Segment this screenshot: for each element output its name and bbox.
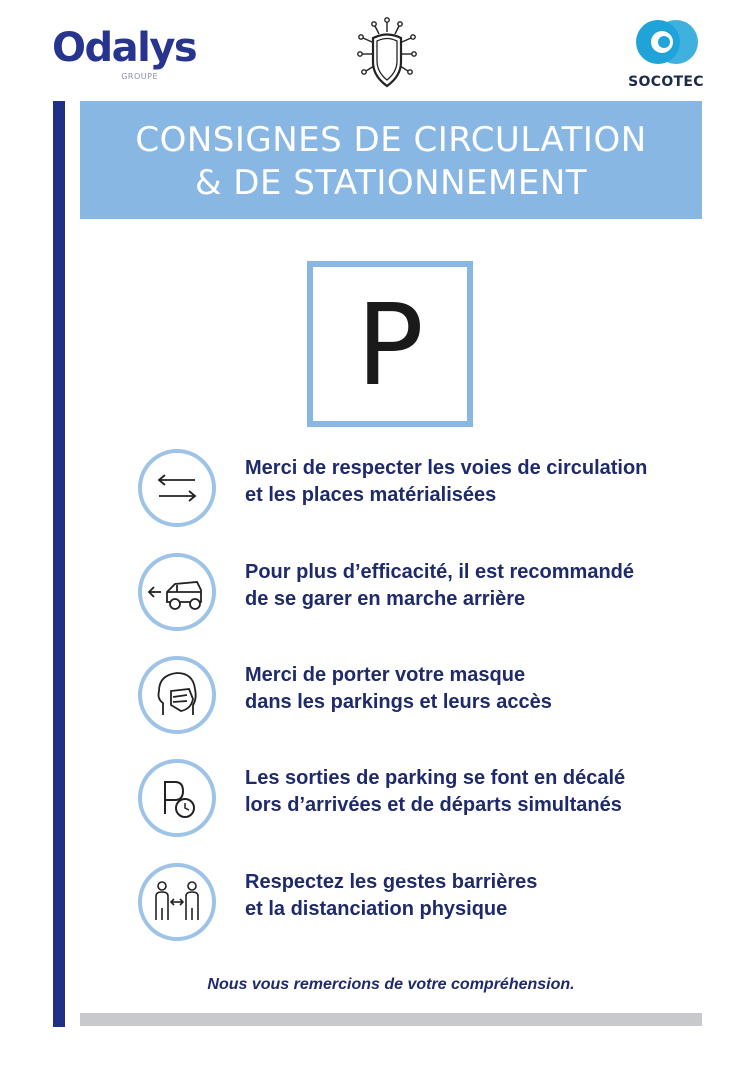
instruction-line: Respectez les gestes barrières (245, 871, 538, 893)
instruction-text (245, 559, 715, 613)
instruction-row (137, 758, 717, 842)
instruction-line: Pour plus d’efficacité, il est recommandé (245, 561, 635, 583)
socotec-logo (620, 14, 712, 96)
instruction-text (245, 455, 715, 509)
instruction-line: et les places matérialisées (245, 484, 497, 506)
social-distancing-icon (137, 862, 217, 942)
parking-clock-icon (137, 758, 217, 838)
instruction-line: de se garer en marche arrière (245, 588, 526, 610)
instruction-text (245, 662, 715, 716)
instruction-line: et la distanciation physique (245, 898, 508, 920)
socotec-wordmark: SOCOTEC (628, 74, 704, 90)
instruction-row (137, 655, 717, 739)
instruction-row (137, 448, 717, 532)
odalys-logo (52, 25, 202, 84)
instruction-line: dans les parkings et leurs accès (245, 691, 552, 713)
odalys-groupe-label: GROUPE (121, 72, 158, 81)
face-mask-icon (137, 655, 217, 735)
page-title-line2: & DE STATIONNEMENT (194, 163, 588, 203)
left-accent-bar (53, 101, 65, 1027)
instruction-line: Les sorties de parking se font en décalé (245, 767, 626, 789)
instruction-line: lors d’arrivées et de départs simultanés (245, 794, 622, 816)
reverse-parking-car-icon (137, 552, 217, 632)
parking-letter: P (356, 281, 424, 411)
title-banner (80, 101, 702, 219)
socotec-emblem-icon (620, 14, 712, 74)
instruction-row (137, 552, 717, 636)
page-title-line1: CONSIGNES DE CIRCULATION (135, 120, 647, 160)
instruction-text (245, 765, 715, 819)
instruction-line: Merci de respecter les voies de circulation (245, 457, 648, 479)
bottom-divider-bar (80, 1013, 702, 1026)
instruction-text (245, 869, 715, 923)
virus-shield-icon (345, 14, 429, 94)
footer-thanks: Nous vous remercions de votre compréhension. (207, 976, 575, 993)
parking-sign-icon (307, 261, 473, 427)
odalys-wordmark: Odalys (52, 25, 197, 71)
two-way-arrows-icon (137, 448, 217, 528)
instruction-line: Merci de porter votre masque (245, 664, 526, 686)
instruction-row (137, 862, 717, 946)
